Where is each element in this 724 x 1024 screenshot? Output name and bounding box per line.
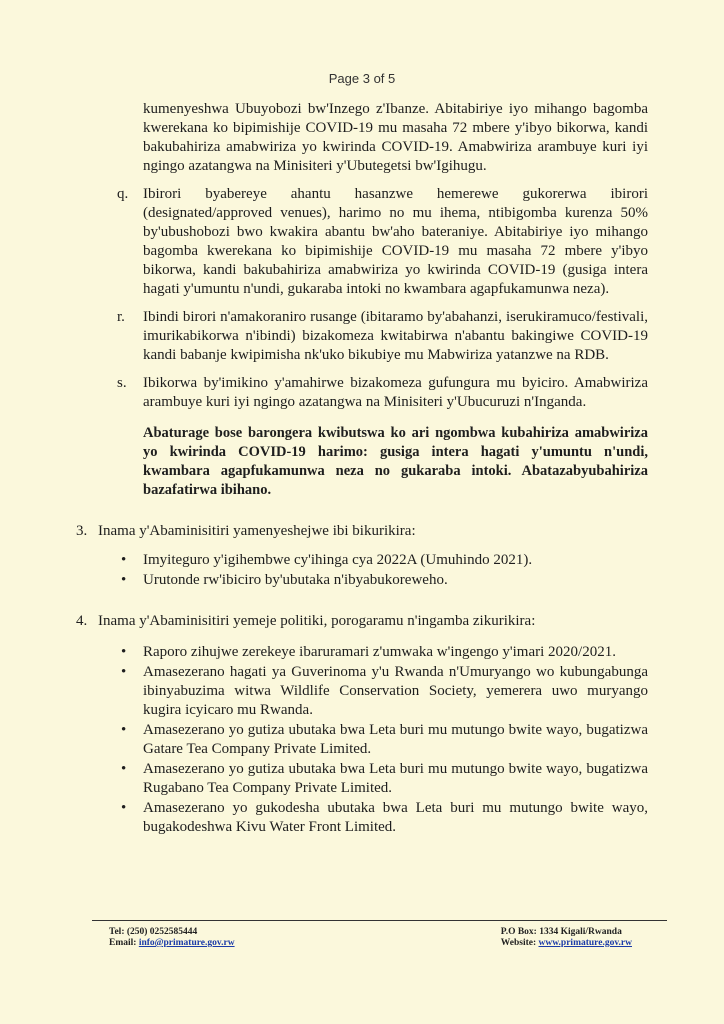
tel-label: Tel: (109, 927, 125, 937)
list-marker: s. (117, 375, 127, 391)
bullet-item (121, 571, 648, 590)
bullet-icon: • (121, 644, 127, 660)
website-link[interactable]: www.primature.gov.rw (538, 938, 632, 948)
footer-website (501, 938, 632, 949)
bullet-text: Amasezerano yo gutiza ubutaka bwa Leta buri mu mutungo bwite wayo, bugatizwa Gatare Tea Company Private Limited. (143, 722, 648, 757)
list-item-text: Ibikorwa by'imikino y'amahirwe bizakomeza gufungura mu byiciro. Amabwiriza arambuye kuri iyi ngingo azatangwa na Minisiteri y'Ubucuruzi n'Inganda. (143, 375, 648, 410)
email-link[interactable]: info@primature.gov.rw (138, 938, 235, 948)
bullet-text: Amasezerano yo gukodesha ubutaka bwa Leta buri mu mutungo bwite wayo, bugakodeshwa Kivu Water Front Limited. (143, 800, 648, 835)
list-item-q (117, 185, 648, 299)
list-marker: r. (117, 309, 125, 325)
footer-divider (92, 920, 667, 921)
bullet-list (121, 643, 648, 837)
footer-address (501, 927, 632, 949)
bullet-item (121, 663, 648, 720)
numbered-item-4 (76, 612, 648, 631)
email-label: Email: (109, 938, 137, 948)
list-item-s (117, 374, 648, 412)
numbered-item-text: Inama y'Abaminisitiri yemeje politiki, porogaramu n'ingamba zikurikira: (98, 613, 536, 629)
bullet-icon: • (121, 552, 127, 568)
numbered-item-text: Inama y'Abaminisitiri yamenyeshejwe ibi bikurikira: (98, 523, 416, 539)
continuation-paragraph: kumenyeshwa Ubuyobozi bw'Inzego z'Ibanze. Abitabiriye iyo mihango bagomba kwerekana ko bipimishije COVID-19 mu masaha 72 mbere y'ibyo bikorwa, kandi bakubahiriza amabwiriza yo kwirinda COVID-19. Amabwiriza arambuye kuri iyi ngingo azatangwa na Minisiteri y'Ubutegetsi bw'Igihugu. (143, 101, 648, 174)
item-number: 3. (76, 523, 88, 539)
footer-pobox: P.O Box: 1334 Kigali/Rwanda (500, 927, 622, 937)
bullet-icon: • (121, 572, 127, 588)
bullet-text: Amasezerano yo gutiza ubutaka bwa Leta buri mu mutungo bwite wayo, bugatizwa Rugabano Tea Company Private Limited. (143, 761, 648, 796)
footer-email (109, 938, 235, 949)
document-body (0, 100, 724, 838)
footer-contact (109, 927, 235, 949)
list-item-text: Ibindi birori n'amakoraniro rusange (ibitaramo by'abahanzi, iserukiramuco/festivali, imurikabikorwa n'ibindi) bizakomeza kwitabirwa n'abantu bakingiwe COVID-19 kandi babanje kwipimisha nk'uko bikubiye mu Mabwiriza yatanzwe na RDB. (143, 309, 648, 363)
bullet-list (121, 551, 648, 590)
bullet-item (121, 799, 648, 837)
bullet-icon: • (121, 664, 127, 680)
bullet-text: Raporo zihujwe zerekeye ibaruramari z'umwaka w'ingengo y'imari 2020/2021. (143, 644, 616, 660)
bullet-item (121, 721, 648, 759)
bullet-item (121, 643, 648, 662)
list-item-r (117, 308, 648, 365)
bullet-text: Amasezerano hagati ya Guverinoma y'u Rwanda n'Umuryango wo kubungabunga ibinyabuzima witwa Wildlife Conservation Society, yemerera uwo muryango kugira icyicaro mu Rwanda. (143, 664, 648, 718)
bullet-icon: • (121, 800, 127, 816)
bullet-icon: • (121, 761, 127, 777)
bullet-text: Urutonde rw'ibiciro by'ubutaka n'ibyabukoreweho. (143, 572, 448, 588)
item-number: 4. (76, 613, 88, 629)
numbered-item-3 (76, 522, 648, 541)
bullet-icon: • (121, 722, 127, 738)
list-item-text: Ibirori byabereye ahantu hasanzwe hemerewe gukorerwa ibirori (designated/approved venues), harimo no mu ihema, ntibigomba kurenza 50% by'ubushobozi bwo kwakira abantu bw'aho bateraniye. Abitabiriye iyo mihango bagomba kwerekana ko bipimishije COVID-19 mu masaha 72 mbere y'ibyo bikorwa, kandi bakubahiriza amabwiriza yo kwirinda COVID-19 (gusiga intera hagati y'umuntu n'undi, gukaraba intoki no kwambara agapfukamunwa neza). (143, 186, 648, 297)
page-number: Page 3 of 5 (328, 71, 396, 86)
tel-value: (250) 0252585444 (126, 927, 198, 937)
bullet-text: Imyiteguro y'igihembwe cy'ihinga cya 2022A (Umuhindo 2021). (143, 552, 533, 568)
bullet-item (121, 760, 648, 798)
website-label: Website: (500, 938, 537, 948)
bold-notice: Abaturage bose barongera kwibutswa ko ari ngombwa kubahiriza amabwiriza yo kwirinda COVID-19 harimo: gusiga intera hagati y'umuntu n'undi, kwambara agapfukamunwa neza no gukaraba intoki. Abatazabyubahiriza bazafatirwa ibihano. (143, 425, 648, 498)
list-marker: q. (117, 186, 129, 202)
footer-tel (109, 927, 235, 938)
bullet-item (121, 551, 648, 570)
